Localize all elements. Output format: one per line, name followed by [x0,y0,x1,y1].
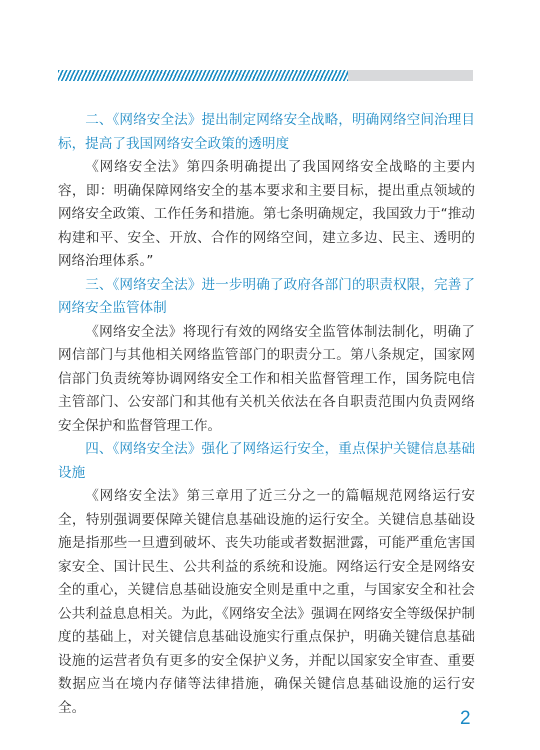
section-paragraph-3: 《网络安全法》将现行有效的网络安全监管体制法制化，明确了网信部门与其他相关网络监管部门的职责分工。第八条规定，国家网信部门负责统筹协调网络安全工作和相关监督管理工作，国务院电信主管部门、公安部门和其他有关机关依法在各自职责范围内负责网络安全保护和监督管理工作。 [58,323,475,434]
header-gray-band [348,70,473,81]
header-decorative-bar [58,70,473,81]
section-heading-2: 二、《网络安全法》提出制定网络安全战略，明确网络空间治理目标，提高了我国网络安全政策的透明度 [58,112,475,152]
section-paragraph-4: 《网络安全法》第三章用了近三分之一的篇幅规范网络运行安全，特别强调要保障关键信息基础设施的运行安全。关键信息基础设施是指那些一旦遭到破坏、丧失功能或者数据泄露，可能严重危害国家安全、国计民生、公共利益的系统和设施。网络运行安全是网络安全的重心，关键信息基础设施安全则是重中之重，与国家安全和社会公共利益息息相关。为此，《网络安全法》强调在网络安全等级保护制度的基础上，对关键信息基础设施实行重点保护，明确关键信息基础设施的运营者负有更多的安全保护义务，并配以国家安全审查、重要数据应当在境内存储等法律措施，确保关键信息基础设施的运行安全。 [58,488,475,716]
section-heading-4: 四、《网络安全法》强化了网络运行安全，重点保护关键信息基础设施 [58,441,475,481]
document-body [58,109,475,720]
section-paragraph-2: 《网络安全法》第四条明确提出了我国网络安全战略的主要内容，即：明确保障网络安全的基本要求和主要目标，提出重点领域的网络安全政策、工作任务和措施。第七条明确规定，我国致力于“推动构建和平、安全、开放、合作的网络空间，建立多边、民主、透明的网络治理体系。” [58,159,475,269]
page-number: 2 [460,708,471,729]
section-heading-3: 三、《网络安全法》进一步明确了政府各部门的职责权限，完善了网络安全监管体制 [58,276,475,316]
header-stripe-pattern [58,70,348,81]
